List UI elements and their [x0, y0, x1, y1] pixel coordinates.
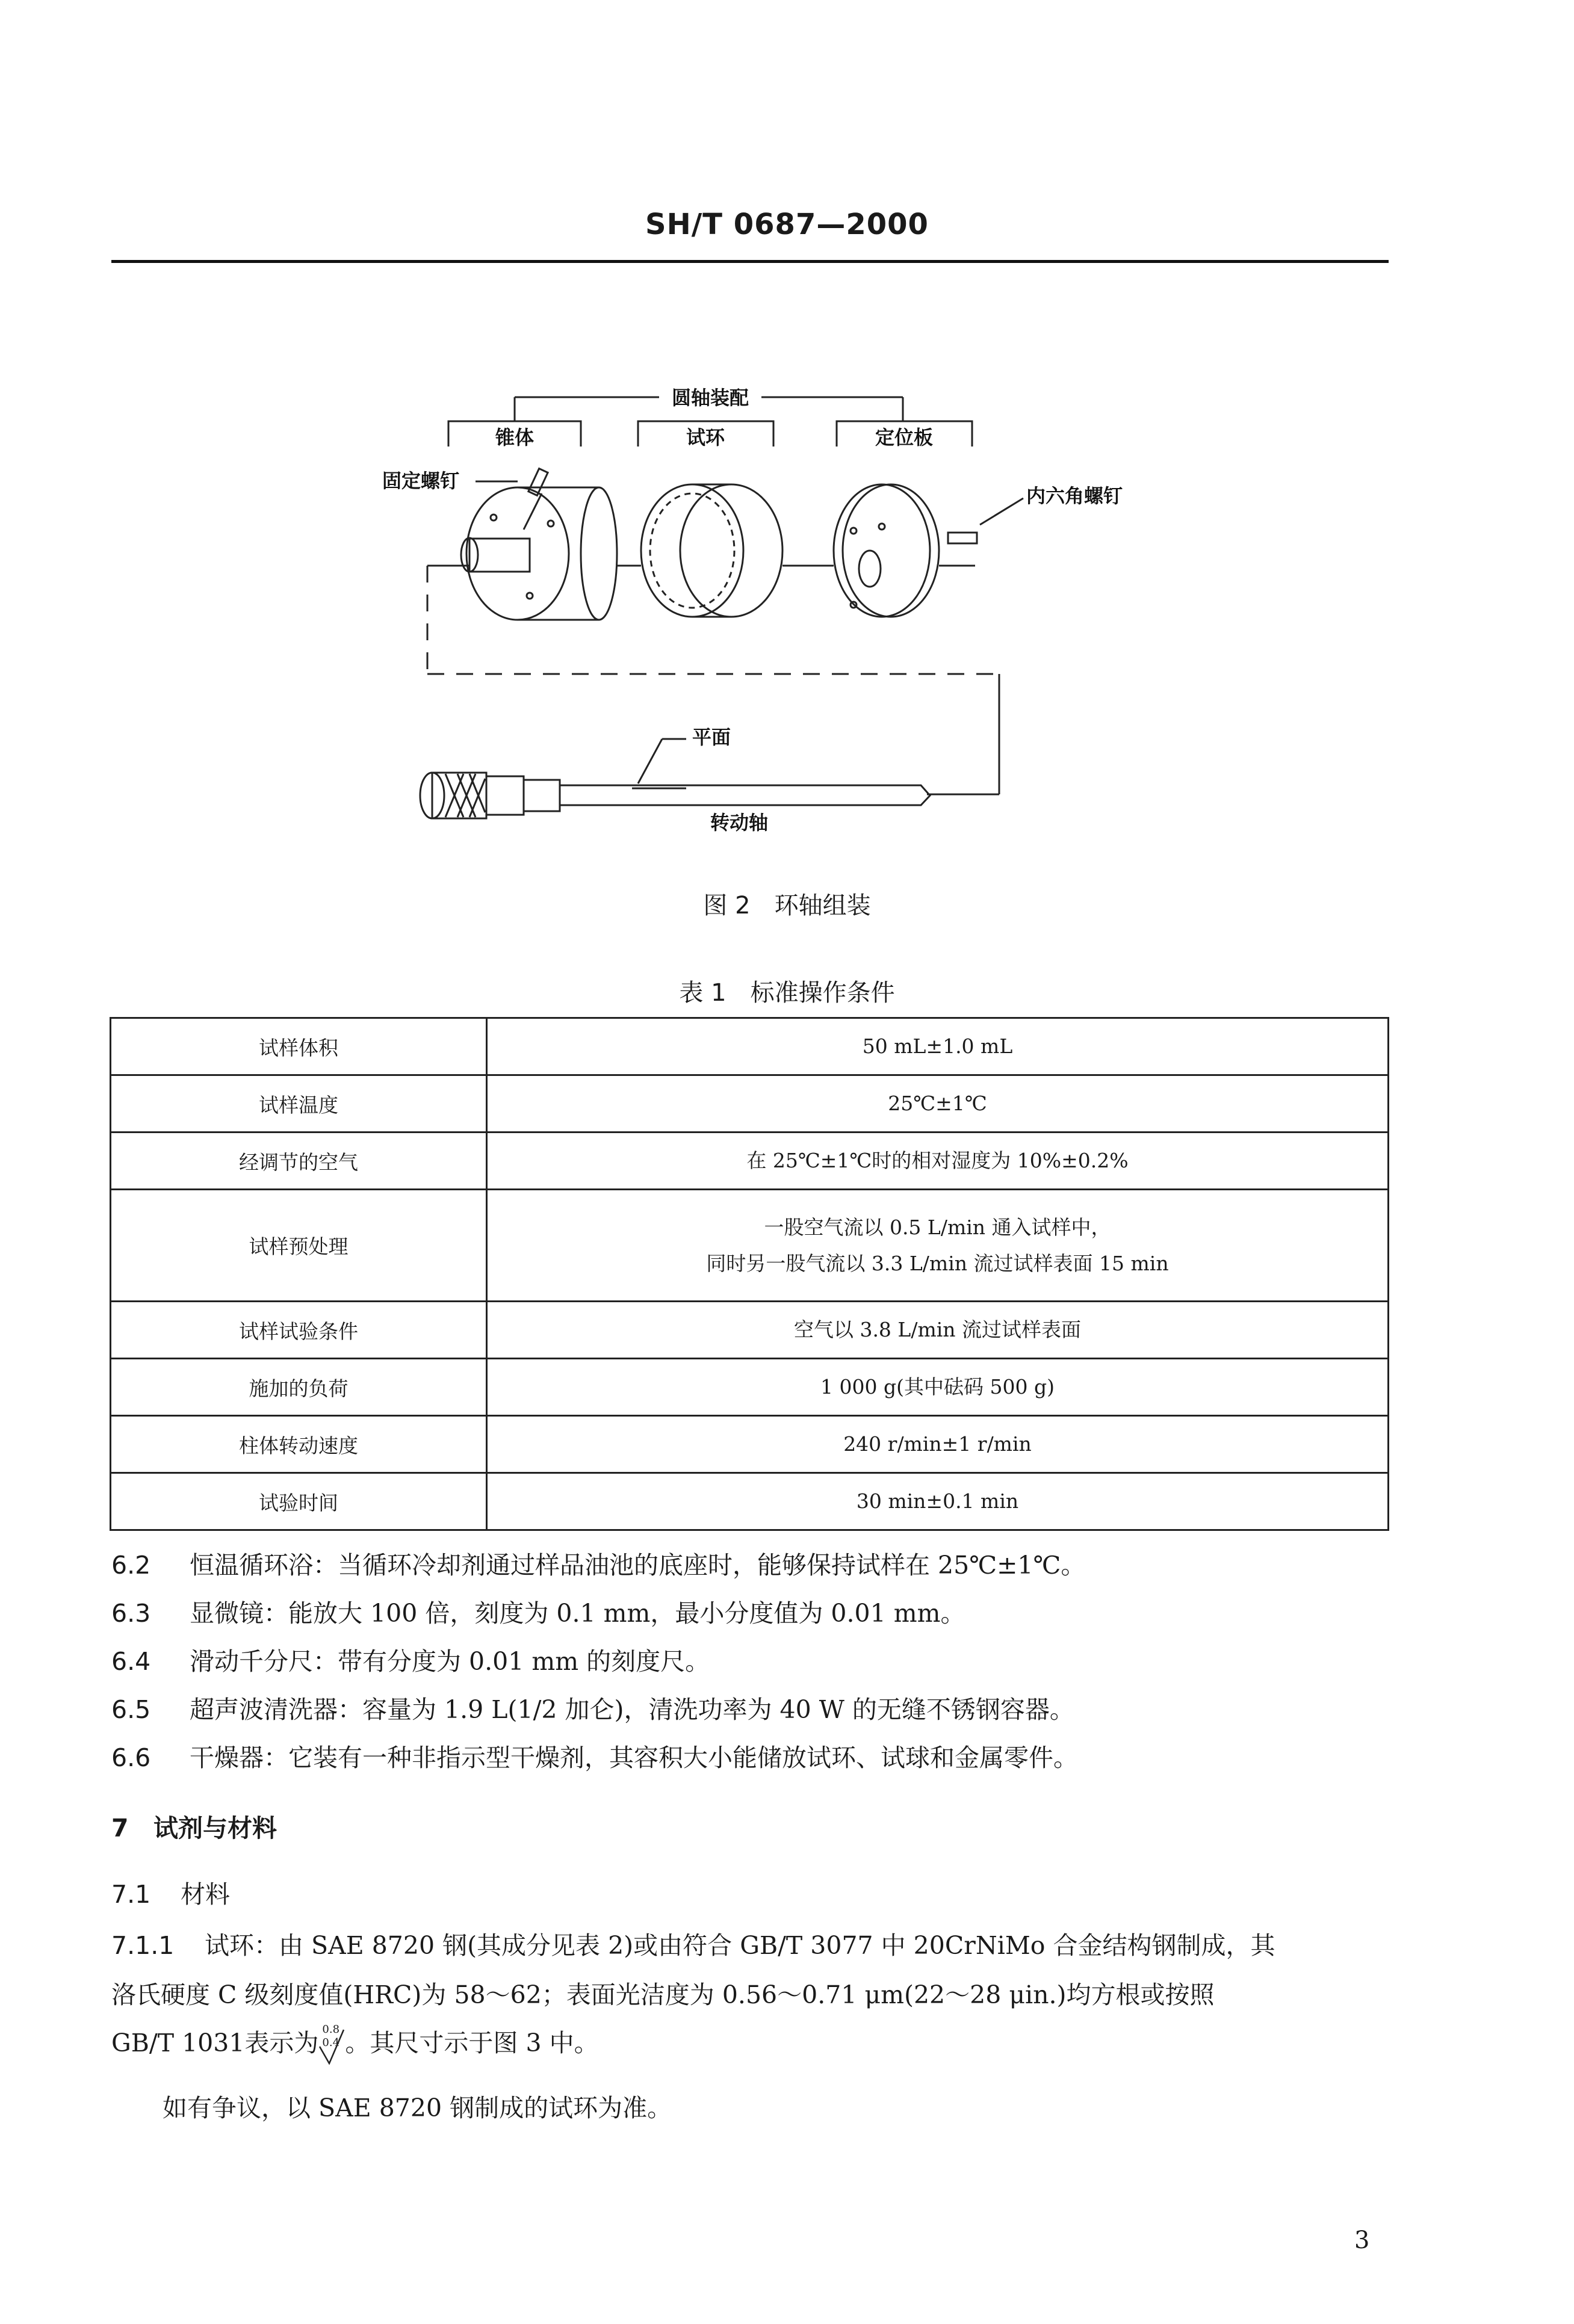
- figure-2-caption: 图 2 环轴组装: [703, 892, 871, 919]
- table-value: 240 r/min±1 r/min: [487, 1416, 1389, 1473]
- table-value: 50 mL±1.0 mL: [487, 1018, 1389, 1075]
- table-key: 试样试验条件: [111, 1302, 487, 1359]
- clause-6-4: 6.4 滑动千分尺：带有分度为 0.01 mm 的刻度尺。: [111, 1647, 710, 1676]
- table-value: 1 000 g(其中砝码 500 g): [487, 1359, 1389, 1416]
- label-locating-plate: 定位板: [875, 426, 934, 449]
- table-row: [111, 1075, 1389, 1133]
- clause-6-2: 6.2 恒温循环浴：当循环冷却剂通过样品油池的底座时，能够保持试样在 25℃±1℃。: [111, 1551, 1086, 1580]
- label-assembly: 圆轴装配: [671, 386, 749, 409]
- standard-code-header: SH/T 0687—2000: [645, 208, 929, 241]
- page-number: 3: [1354, 2227, 1370, 2254]
- table-key: 试样温度: [111, 1075, 487, 1133]
- table-1: [110, 1017, 1389, 1531]
- label-shaft: 转动轴: [710, 811, 769, 834]
- label-set-screw: 固定螺钉: [382, 469, 460, 492]
- label-cone: 锥体: [495, 426, 534, 449]
- table-row: [111, 1133, 1389, 1190]
- table-row: [111, 1359, 1389, 1416]
- clause-7-1-1-line3: GB/T 1031表示为 0.8 0.4 。其尺寸示于图 3 中。: [111, 2023, 599, 2065]
- clause-7-1-1-line2: 洛氏硬度 C 级刻度值(HRC)为 58～62；表面光洁度为 0.56～0.71 μm(22～28 μin.)均方根或按照: [111, 1980, 1215, 2009]
- table-key: 试验时间: [111, 1473, 487, 1530]
- table-row: [111, 1416, 1389, 1473]
- label-test-ring: 试环: [686, 426, 725, 449]
- figure-2-diagram: [0, 0, 1574, 891]
- clause-6-6: 6.6 干燥器：它装有一种非指示型干燥剂，其容积大小能储放试环、试球和金属零件。: [111, 1743, 1078, 1772]
- table-key: 试样预处理: [111, 1190, 487, 1302]
- clause-6-5: 6.5 超声波清洗器：容量为 1.9 L(1/2 加仑)，清洗功率为 40 W 的无缝不锈钢容器。: [111, 1695, 1074, 1724]
- table-key: 经调节的空气: [111, 1133, 487, 1190]
- table-value: 空气以 3.8 L/min 流过试样表面: [487, 1302, 1389, 1359]
- table-row: [111, 1018, 1389, 1075]
- table-value: 在 25℃±1℃时的相对湿度为 10%±0.2%: [487, 1133, 1389, 1190]
- table-value: 一股空气流以 0.5 L/min 通入试样中， 同时另一股气流以 3.3 L/min 流过试样表面 15 min: [487, 1190, 1389, 1302]
- clause-6-3: 6.3 显微镜：能放大 100 倍，刻度为 0.1 mm，最小分度值为 0.01 mm。: [111, 1599, 965, 1628]
- label-flat: 平面: [692, 726, 731, 749]
- table-key: 施加的负荷: [111, 1359, 487, 1416]
- table-value: 25℃±1℃: [487, 1075, 1389, 1133]
- table-row: [111, 1473, 1389, 1530]
- dispute-note: 如有争议，以 SAE 8720 钢制成的试环为准。: [163, 2094, 672, 2122]
- table-key: 柱体转动速度: [111, 1416, 487, 1473]
- table-key: 试样体积: [111, 1018, 487, 1075]
- label-hex-screw: 内六角螺钉: [1026, 484, 1123, 507]
- table-1-title: 表 1 标准操作条件: [679, 979, 895, 1007]
- clause-7-1-1-line1: 7.1.1 试环：由 SAE 8720 钢(其成分见表 2)或由符合 GB/T 3077 中 20CrNiMo 合金结构钢制成，其: [111, 1931, 1275, 1960]
- table-value: 30 min±0.1 min: [487, 1473, 1389, 1530]
- section-7-1-heading: 7.1 材料: [111, 1880, 230, 1909]
- table-row: [111, 1302, 1389, 1359]
- roughness-symbol: 0.8 0.4: [318, 2029, 345, 2065]
- table-row: [111, 1190, 1389, 1302]
- section-7-heading: 7 试剂与材料: [111, 1814, 277, 1843]
